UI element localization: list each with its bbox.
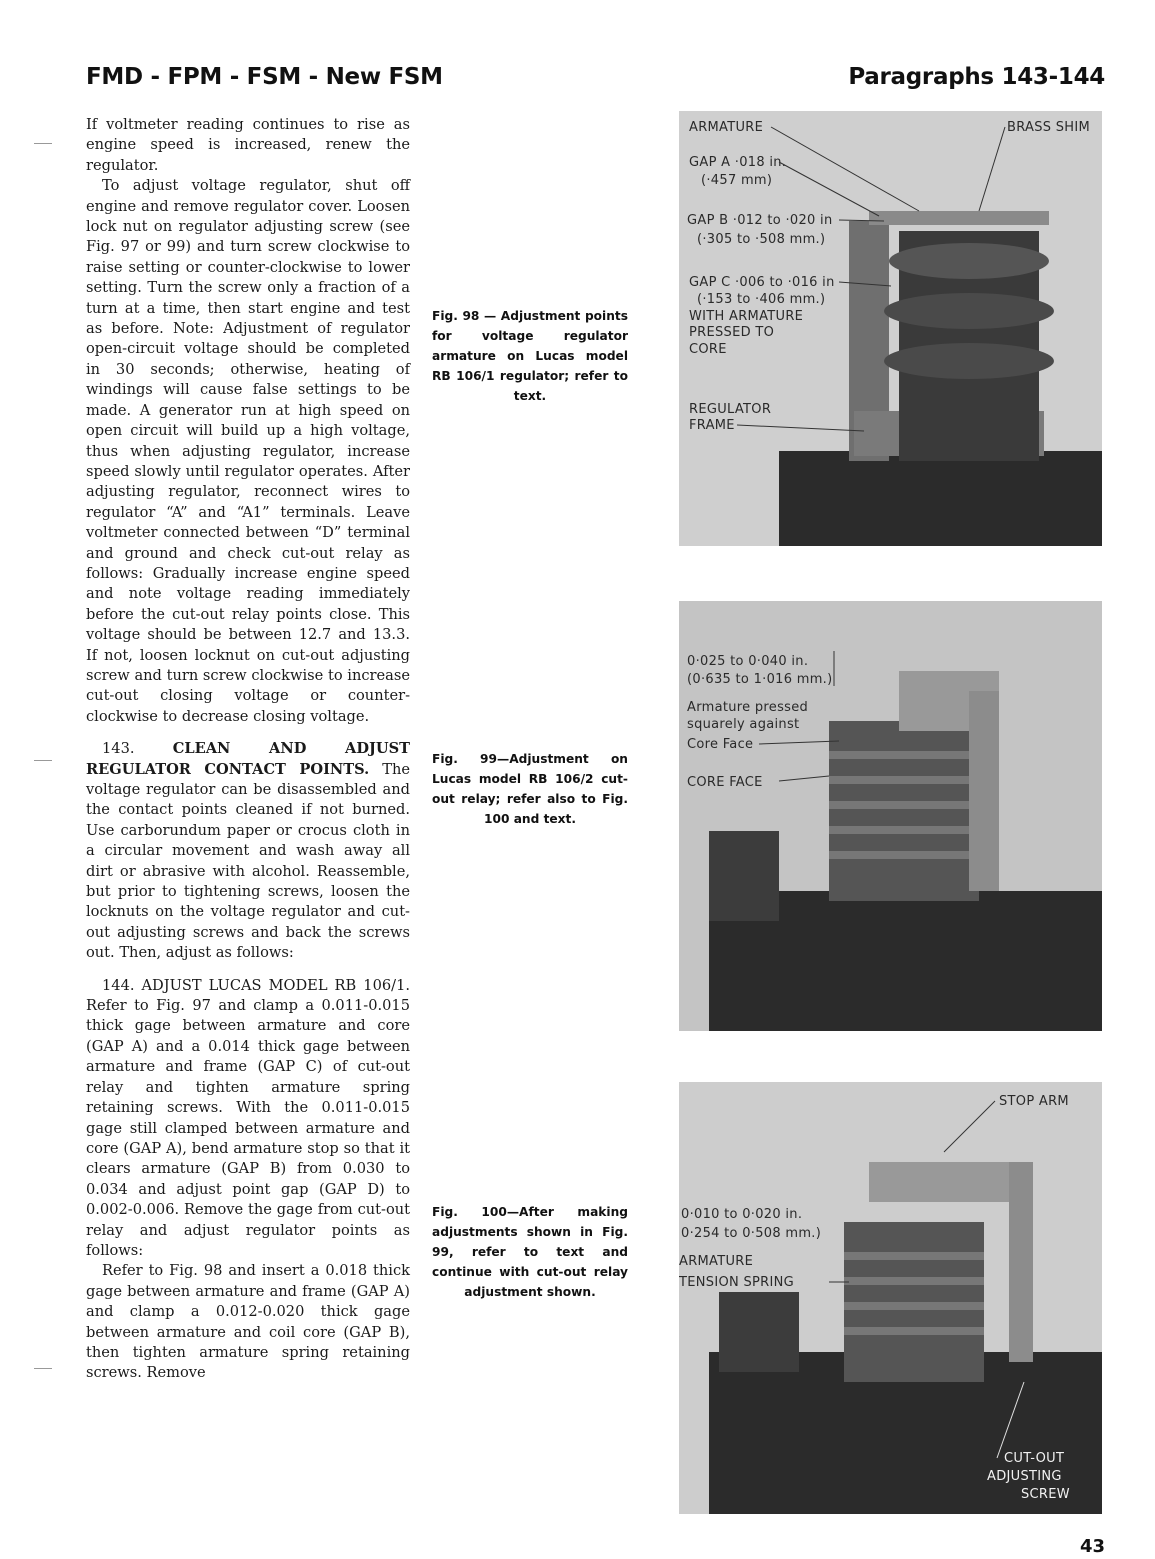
fig98-label-gap-b: GAP B ·012 to ·020 in: [687, 213, 833, 228]
fig100-label-armature: ARMATURE: [679, 1254, 754, 1269]
fig98-label-frame: FRAME: [689, 418, 735, 433]
margin-mark: [34, 1368, 52, 1369]
fig98-label-gap-c-mm: (·153 to ·406 mm.): [697, 292, 826, 307]
fig98-label-gap-a-mm: (·457 mm): [701, 173, 773, 188]
fig99-label-squarely-against: squarely against: [687, 717, 800, 732]
fig98-label-brass-shim: BRASS SHIM: [1007, 120, 1091, 135]
margin-mark: [34, 143, 52, 144]
fig100-label-screw: SCREW: [1021, 1487, 1070, 1502]
fig99-label-core-face-lower: Core Face: [687, 737, 754, 752]
paragraph-voltmeter: If voltmeter reading continues to rise as engine speed is increased, renew the regulator.: [86, 116, 410, 174]
fig100-label-tension-spring: TENSION SPRING: [679, 1275, 795, 1290]
page-number: 43: [1079, 1536, 1105, 1557]
figure-100-photo: [679, 1082, 1102, 1514]
fig98-label-gap-b-mm: (·305 to ·508 mm.): [697, 232, 826, 247]
fig98-label-regulator: REGULATOR: [689, 402, 772, 417]
running-head-paragraphs: Paragraphs 143-144: [848, 64, 1105, 90]
fig98-label-core: CORE: [689, 342, 727, 357]
fig100-label-adjusting: ADJUSTING: [987, 1469, 1062, 1484]
paragraph-143-number: 143.: [102, 740, 135, 758]
fig99-label-dim-in: 0·025 to 0·040 in.: [687, 654, 809, 669]
fig98-label-with-armature: WITH ARMATURE: [689, 309, 804, 324]
paragraph-143-heading: CLEAN AND ADJUST REGULATOR CONTACT POINTS.: [86, 740, 411, 778]
paragraph-143: [86, 739, 410, 963]
figure-98-photo: [679, 111, 1102, 546]
fig98-label-armature: ARMATURE: [689, 120, 764, 135]
fig100-label-dim-in: 0·010 to 0·020 in.: [681, 1207, 803, 1222]
running-head-models: FMD - FPM - FSM - New FSM: [86, 64, 443, 90]
paragraph-144-continued: Refer to Fig. 98 and insert a 0.018 thick gage between armature and frame (GAP A) and clamp a 0.012-0.020 thick gage between armature and coil core (GAP B), then tighten armature spring retaining screws. Remove: [86, 1262, 410, 1382]
fig98-label-gap-c: GAP C ·006 to ·016 in: [689, 275, 835, 290]
fig100-label-dim-mm: 0·254 to 0·508 mm.): [681, 1226, 822, 1241]
margin-mark: [34, 760, 52, 761]
figure-99-photo: [679, 601, 1102, 1031]
paragraph-144: 144. ADJUST LUCAS MODEL RB 106/1. Refer to Fig. 97 and clamp a 0.011-0.015 thick gage between armature and core (GAP A) and a 0.014 thick gage between armature and frame (GAP C) of cut-out relay and tighten armature spring retaining screws. With the 0.011-0.015 gage still clamped between armature and core (GAP A), bend armature stop so that it clears armature (GAP B) from 0.030 to 0.034 and adjust point gap (GAP D) to 0.002-0.006. Remove the gage from cut-out relay and adjust regulator points as follows:: [86, 976, 410, 1259]
body-text-column: [86, 115, 410, 1384]
fig99-label-dim-mm: (0·635 to 1·016 mm.): [687, 672, 833, 687]
fig99-label-armature-pressed: Armature pressed: [687, 700, 809, 715]
paragraph-143-text: The voltage regulator can be disassembled and the contact points cleaned if not burned. Use carborundum paper or crocus cloth in a circular movement and wash away all dirt or abrasive with alcohol. Reassemble, but prior to tightening screws, loosen the locknuts on the voltage regulator and cut-out adjusting screws and back the screws out. Then, adjust as follows:: [86, 760, 411, 962]
fig99-label-core-face: CORE FACE: [687, 775, 763, 790]
figure-100-caption: Fig. 100—After making adjustments shown in Fig. 99, refer to text and continue with cut-out relay adjustment shown.: [432, 1205, 628, 1299]
figure-99-caption: Fig. 99—Adjustment on Lucas model RB 106/2 cut-out relay; refer also to Fig. 100 and text.: [432, 752, 628, 826]
fig100-label-cut-out: CUT-OUT: [1004, 1451, 1065, 1466]
fig100-label-stop-arm: STOP ARM: [999, 1094, 1069, 1109]
paragraph-adjust-voltage-regulator: To adjust voltage regulator, shut off engine and remove regulator cover. Loosen lock nut on regulator adjusting screw (see Fig. 97 or 99) and turn screw clockwise to raise setting or counter-clockwise to lower setting. Turn the screw only a fraction of a turn at a time, then start engine and test as before. Note: Adjustment of regulator open-circuit voltage should be completed in 30 seconds; otherwise, heating of windings will cause false settings to be made. A generator run at high speed on open circuit will build up a high voltage, thus when adjusting regulator, increase speed slowly until regulator operates. After adjusting regulator, reconnect wires to regulator “A” and “A1” terminals. Leave voltmeter connected between “D” terminal and ground and check cut-out relay as follows: Gradually increase engine speed and note voltage reading immediately before the cut-out relay points close. This voltage should be between 12.7 and 13.3. If not, loosen locknut on cut-out adjusting screw and turn screw clockwise to increase cut-out closing voltage or counter-clockwise to decrease closing voltage.: [86, 177, 410, 725]
fig98-label-gap-a: GAP A ·018 in.: [689, 155, 787, 170]
figure-98-caption: Fig. 98 — Adjustment points for voltage regulator armature on Lucas model RB 106/1 regulator; refer to text.: [432, 309, 628, 403]
fig98-label-pressed-to: PRESSED TO: [689, 325, 775, 340]
